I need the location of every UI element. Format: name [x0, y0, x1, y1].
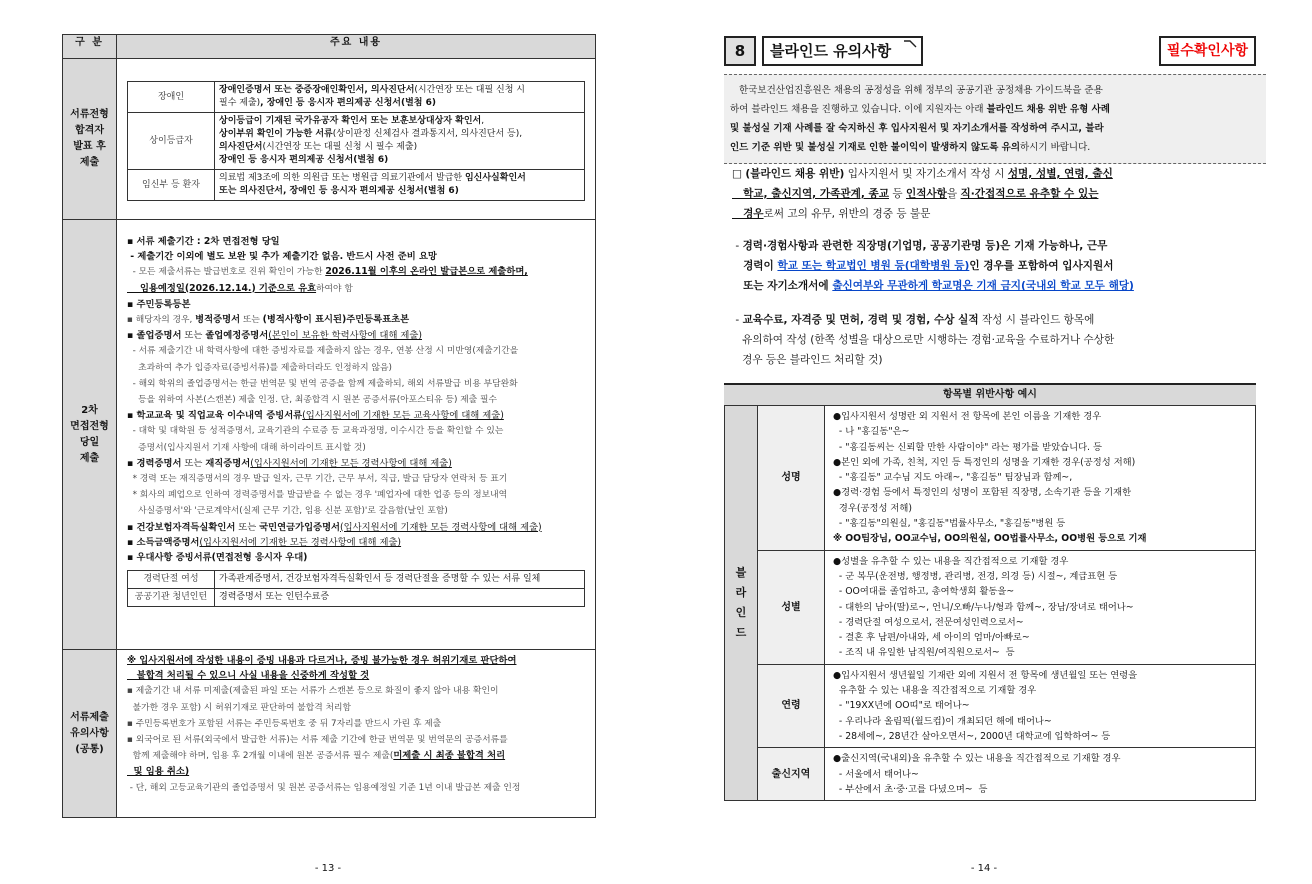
text-run: ▪ 해당자의 경우,: [127, 315, 196, 326]
text-run: 인드 기준 위반 및 불성실 기재로 인한 불이익이 발생하지 않도록 유의: [730, 142, 1021, 153]
text-line: [833, 751, 1249, 766]
notice-item: [732, 164, 1254, 224]
text-line: [127, 487, 587, 503]
text-run: - 경력단절 여성으로서, 전문여성인력으로서~: [833, 616, 1024, 628]
text-line: [127, 520, 587, 535]
text-run: 학교, 출신지역, 가족관계, 종교: [732, 188, 890, 200]
text-run: 및 불성실 기재 사례를 잘 숙지하신 후 입사지원서 및 자기소개서를 작성하여 주시고, 블라: [730, 123, 1104, 134]
text-run: 초과하여 추가 입증자료(증빙서류)를 제출하더라도 인정하지 않음): [127, 362, 392, 373]
text-line: [833, 409, 1249, 424]
text-run: (시간연장 또는 대필 신청 시: [414, 85, 525, 95]
text-run: - "홍길동씨는 신뢰할 만한 사람이야" 라는 평가를 받았습니다. 등: [833, 441, 1102, 453]
section-header: [724, 36, 1256, 64]
inner-label: 임신부 등 환자: [128, 170, 215, 201]
text-run: 불가한 경우 포함) 시 허위기재로 판단하여 불합격 처리함: [127, 702, 352, 713]
example-row: [725, 664, 1256, 747]
text-line: [833, 645, 1249, 660]
text-run: ▪ 외국어로 된 서류(외국에서 발급한 서류)는 서류 제출 기간에 한글 번역문 및 번역문의 공증서류를: [127, 735, 508, 746]
text-line: [127, 732, 587, 748]
text-line: [127, 716, 587, 732]
text-line: [127, 456, 587, 471]
page-number: - 14 -: [970, 863, 998, 874]
header-category: 구 분: [63, 35, 117, 59]
text-run: 및 임용 취소): [127, 766, 190, 778]
text-run: 증명서(입사지원서 기재 사항에 대해 하이라이트 표시할 것): [127, 442, 366, 453]
blind-char: 블: [735, 566, 747, 580]
text-line: [833, 615, 1249, 630]
inner-row: [128, 82, 585, 113]
text-run: ●입사지원서 생년월일 기재란 외에 지원서 전 항목에 생년월일 또는 연령을: [833, 669, 1138, 681]
text-line: [219, 172, 580, 185]
text-run: ※ 입사지원서에 작성한 내용이 증빙 내용과 다르거나, 증빙 불가능한 경우 허위기재로 판단하여: [127, 655, 517, 666]
text-run: 경력이: [732, 260, 778, 272]
text-run: - 서류 제출기간 내 학력사항에 대한 증빙자료를 제출하지 않는 경우, 연봉 산정 시 미반영(제출기간을: [127, 346, 519, 357]
text-run: ▪ 졸업증명서: [127, 330, 182, 342]
text-run: - 해외 학위의 졸업증명서는 한글 번역문 및 번역 공증을 함께 제출하되, 해외 서류발급 비용 부담완화: [127, 378, 518, 389]
text-run: 졸업예정증명서: [205, 330, 269, 342]
text-line: [127, 440, 587, 456]
text-run: 2026.11월 이후의 온라인 발급본으로 제출하며,: [325, 266, 528, 278]
text-run: ▪ 소득금액증명서: [127, 536, 200, 548]
text-run: 직·간접적으로 유추할 수 있는: [960, 188, 1099, 200]
text-line: [833, 729, 1249, 744]
text-line: [732, 330, 1254, 350]
row2-content: [117, 220, 596, 650]
text-run: 불합격 처리될 수 있으니 사실 내용을 신중하게 작성할 것: [127, 670, 370, 682]
category-line: 제출: [79, 157, 100, 168]
text-line: [833, 501, 1249, 516]
text-run: 장애인증명서 또는 중증장애인확인서, 의사진단서: [219, 85, 415, 95]
text-line: [127, 408, 587, 423]
text-run: - 28세에~, 28년간 살아오면서~, 2000년 대학교에 입학하여~ 등: [833, 730, 1111, 742]
inner-row: [128, 170, 585, 201]
text-run: ●출신지역(국내외)을 유추할 수 있는 내용을 직간접적으로 기재할 경우: [833, 753, 1121, 765]
text-run: ※ OO팀장님, OO교수님, OO의원실, OO법률사무소, OO병원 등으로 기재: [833, 533, 1147, 545]
category-line: 서류전형: [70, 109, 109, 120]
text-line: [127, 297, 587, 312]
category-line: 합격자: [75, 125, 104, 136]
text-line: [732, 310, 1254, 330]
text-run: - 대한의 남아(딸)로~, 언니/오빠/누나/형과 함께~, 장남/장녀로 태어나~: [833, 601, 1134, 613]
text-run: 또는: [181, 330, 206, 342]
text-line: [127, 281, 587, 297]
folded-corner-icon: [903, 40, 917, 52]
text-line: [127, 360, 587, 376]
text-run: (본인이 보유한 학력사항에 대해 제출): [268, 330, 422, 342]
category-line: 당일: [79, 436, 100, 448]
blind-label: [725, 406, 758, 801]
inner-value: [215, 170, 585, 201]
text-line: [833, 698, 1249, 713]
example-item: 성별: [758, 550, 825, 664]
inner-row: [128, 113, 585, 170]
text-run: 유추할 수 있는 내용을 직간접적으로 기재할 경우: [833, 685, 1037, 697]
text-run: 의료법 제3조에 의한 의원급 또는 병원급 의료기관에서 발급한: [219, 173, 465, 183]
text-line: [833, 554, 1249, 569]
text-line: [127, 764, 587, 779]
text-line: [127, 780, 587, 796]
text-run: ,: [481, 116, 485, 126]
category-line: 발표 후: [73, 141, 106, 152]
text-run: 성명, 성별, 연령, 출신: [1007, 168, 1113, 180]
text-run: (시간연장 또는 대필 신청 시 필수 제출): [262, 142, 418, 152]
text-run: 인적사항: [905, 188, 947, 200]
text-run: 경우(공정성 저해): [833, 502, 912, 514]
text-run: 입사지원서 및 자기소개서 작성 시: [844, 168, 1008, 180]
text-line: [219, 97, 580, 110]
text-line: [127, 653, 587, 668]
text-run: * 경력 또는 재직증명서의 경우 발급 일자, 근무 기간, 근무 부서, 직급, 발급 담당자 연락처 등 표기: [127, 474, 508, 485]
text-run: 또는: [235, 521, 260, 533]
example-row: [725, 406, 1256, 551]
text-line: [732, 236, 1254, 256]
text-run: 상이부위 확인이 가능한 서류: [219, 129, 333, 139]
text-run: 교육수료, 자격증 및 면허, 경력 및 경험, 수상 실적: [742, 314, 979, 326]
text-run: - 결혼 후 남편/아내와, 세 아이의 엄마/아빠로~: [833, 632, 1030, 644]
text-run: ●경력·경험 등에서 특정인의 성명이 포함된 직장명, 소속기관 등을 기재한: [833, 487, 1132, 499]
text-line: [127, 683, 587, 699]
text-line: [833, 584, 1249, 599]
category-line: 서류제출: [70, 711, 109, 723]
text-line: [833, 714, 1249, 729]
category-line: 면접전형: [70, 420, 109, 432]
text-line: [127, 748, 587, 764]
text-run: 또는: [181, 457, 206, 469]
text-run: ▪ 제출기간 내 서류 미제출(제출된 파일 또는 서류가 스캔본 등으로 화질이 좋지 않아 내용 확인이: [127, 686, 499, 697]
text-line: [732, 276, 1254, 296]
examples-table: [724, 405, 1256, 801]
row1-content: [117, 59, 596, 220]
example-row: [725, 748, 1256, 801]
text-run: (입사지원서에 기재한 모든 경력사항에 대해 제출): [340, 521, 542, 533]
text-run: 상이등급이 기재된 국가유공자 확인서 또는 보훈보상대상자 확인서: [219, 116, 482, 126]
row2-category: [63, 220, 117, 650]
text-run: 하시기 바랍니다.: [1020, 142, 1091, 153]
inner-label: 상이등급자: [128, 113, 215, 170]
text-line: [833, 668, 1249, 683]
text-line: [127, 550, 587, 565]
text-run: - 단, 해외 고등교육기관의 졸업증명서 및 원본 공증서류는 임용예정일 기준 1년 이내 발급본 제출 인정: [127, 782, 521, 793]
page-number: - 13 -: [314, 863, 342, 874]
example-content: [825, 748, 1256, 801]
text-run: * 회사의 폐업으로 인하여 경력증명서를 발급받을 수 없는 경우 '폐업자에 대한 업종 등의 정보내역: [127, 490, 508, 501]
text-run: 또는 자기소개서에: [732, 280, 833, 292]
text-run: 출신여부와 무관하게 학교명은 기재 금지(국내외 학교 모두 해당): [832, 280, 1134, 292]
text-run: ▪ 건강보험자격득실확인서: [127, 521, 236, 533]
text-run: - "홍길동"의원실, "홍길동"법률사무소, "홍길동"병원 등: [833, 518, 1066, 530]
text-run: 또는 의사진단서, 장애인 등 응시자 편의제공 신청서(별첨 6): [219, 186, 459, 196]
text-run: 경력·경험사항과 관련한 직장명(기업명, 공공기관명 등)은 기재 가능하나, 근무: [742, 240, 1108, 252]
section-number: 8: [724, 36, 756, 66]
text-line: [833, 630, 1249, 645]
example-item: 출신지역: [758, 748, 825, 801]
text-line: [732, 204, 1254, 224]
text-run: - 나 "홍길동"은~: [833, 426, 910, 438]
text-line: [732, 184, 1254, 204]
text-line: [127, 376, 587, 392]
text-line: [127, 234, 587, 249]
text-line: [833, 600, 1249, 615]
text-line: [219, 128, 580, 141]
text-line: [127, 423, 587, 439]
text-run: , 장애인 등 응시자 편의제공 신청서(별첨 6): [260, 98, 436, 108]
intro-box: [724, 74, 1266, 164]
text-run: - 군 복무(운전병, 행정병, 관리병, 전경, 의경 등) 시절~, 계급표현 등: [833, 570, 1118, 582]
text-line: [127, 249, 587, 264]
text-run: 유의하여 작성 (한쪽 성별을 대상으로만 시행하는 경험·교육을 수료하거나 수상한: [732, 334, 1115, 346]
text-line: [127, 535, 587, 550]
intro-line: [730, 100, 1260, 119]
preference-label: 공공기관 청년인턴: [128, 589, 215, 607]
text-run: - OO여대를 졸업하고, 총여학생회 활동을~: [833, 586, 1015, 598]
text-run: 경우: [732, 208, 764, 220]
text-line: [127, 471, 587, 487]
text-line: [219, 115, 580, 128]
text-line: [833, 531, 1249, 546]
text-line: [732, 256, 1254, 276]
document-table: [62, 34, 596, 818]
example-row: [725, 550, 1256, 664]
section-title-text: 블라인드 유의사항: [770, 42, 892, 60]
text-line: [833, 683, 1249, 698]
text-run: 국민연금가입증명서: [259, 521, 341, 533]
text-run: 함께 제출해야 하며, 임용 후 2개월 이내에 원본 공증서류 필수 제출(: [127, 751, 394, 762]
text-line: [833, 767, 1249, 782]
text-run: ●입사지원서 성명란 외 지원서 전 항목에 본인 이름을 기재한 경우: [833, 411, 1102, 422]
page-14: [656, 0, 1312, 884]
text-run: (상이판정 신체검사 결과통지서, 의사진단서 등),: [332, 129, 523, 139]
example-item: 성명: [758, 406, 825, 551]
category-line: (공통): [75, 743, 104, 755]
text-run: - 모든 제출서류는 발급번호로 진위 확인이 가능한: [127, 267, 326, 278]
preference-row: [128, 571, 585, 589]
blind-char: 드: [735, 626, 747, 640]
text-line: [219, 185, 580, 198]
text-line: [219, 84, 580, 97]
text-run: 필수 제출): [219, 98, 261, 108]
blind-char: 라: [735, 586, 747, 600]
text-line: [833, 516, 1249, 531]
text-run: ▪ 서류 제출기간 : 2차 면접전형 당일: [127, 236, 280, 247]
text-run: 임용예정일(2026.12.14.) 기준으로 유효: [127, 282, 317, 294]
text-line: [833, 569, 1249, 584]
text-run: ▪ 주민등록등본: [127, 298, 191, 310]
example-content: [825, 664, 1256, 747]
text-run: -: [732, 240, 743, 252]
text-run: - 서울에서 태어나~: [833, 768, 919, 780]
examples-table-title: 항목별 위반사항 예시: [724, 383, 1256, 406]
text-run: 로써 고의 유무, 위반의 경중 등 불문: [763, 208, 931, 220]
intro-line: [730, 138, 1260, 157]
text-run: 또는: [240, 315, 263, 326]
text-run: (입사지원서에 기재한 모든 경력사항에 대해 제출): [250, 457, 452, 469]
text-line: [219, 141, 580, 154]
text-line: [833, 440, 1249, 455]
blind-char: 인: [735, 606, 747, 620]
row2-preference-table: [127, 570, 585, 607]
text-run: - "19XX년에 OO띠"로 태어나~: [833, 700, 970, 712]
preference-label: 경력단절 여성: [128, 571, 215, 589]
section-title: [762, 36, 923, 66]
category-line: 제출: [79, 452, 100, 464]
text-line: [219, 154, 580, 167]
text-run: 병적증명서: [195, 314, 241, 326]
text-run: 인 경우를 포함하여 입사지원서: [969, 260, 1114, 272]
text-run: 사실증명서'와 '근로계약서(실제 근무 기간, 임용 신분 포함)'로 갈음함(날인 포함): [127, 506, 448, 517]
inner-value: [215, 82, 585, 113]
text-line: [127, 392, 587, 408]
text-run: 의사진단서: [219, 142, 263, 152]
text-run: (블라인드 채용 위반): [745, 168, 845, 180]
text-run: ●본인 외에 가족, 친척, 지인 등 특정인의 성명을 기재한 경우(공정성 저해): [833, 456, 1136, 468]
text-run: (입사지원서에 기재한 모든 교육사항에 대해 제출): [302, 410, 504, 422]
text-run: 등: [889, 188, 906, 200]
required-badge: 필수확인사항: [1159, 36, 1256, 66]
inner-label: 장애인: [128, 82, 215, 113]
text-line: [833, 455, 1249, 470]
notice-item: [732, 236, 1254, 296]
text-line: [127, 700, 587, 716]
text-line: [833, 782, 1249, 797]
row3-category: [63, 650, 117, 818]
text-run: (병적사항이 표시된)주민등록표초본: [262, 314, 410, 326]
text-run: - 조직 내 유일한 남직원/여직원으로서~ 등: [833, 647, 1015, 659]
text-run: 미제출 시 최종 불합격 처리: [393, 750, 506, 762]
text-run: - 대학 및 대학원 등 성적증명서, 교육기관의 수료증 등 교육과정명, 이수시간 등을 확인할 수 있는: [127, 426, 504, 437]
category-line: 유의사항: [70, 727, 109, 739]
example-item: 연령: [758, 664, 825, 747]
text-run: 임신사실확인서: [464, 173, 526, 183]
text-run: ●성별을 유추할 수 있는 내용을 직간접적으로 기재할 경우: [833, 555, 1069, 567]
text-run: ▪ 주민등록번호가 포함된 서류는 주민등록번호 중 뒤 7자리를 반드시 가린 후 제출: [127, 718, 442, 729]
text-run: - 부산에서 초·중·고를 다녔으며~ 등: [833, 783, 988, 795]
text-run: -: [732, 314, 743, 326]
text-line: [833, 485, 1249, 500]
text-line: [732, 164, 1254, 184]
notice-item: [732, 310, 1254, 370]
text-line: [127, 312, 587, 328]
row1-inner-table: [127, 81, 585, 201]
row3-content: [117, 650, 596, 818]
text-run: 한국보건산업진흥원은 채용의 공정성을 위해 정부의 공공기관 공정채용 가이드북을 준용: [730, 85, 1103, 96]
category-line: 2차: [81, 404, 98, 416]
text-run: ▪ 학교교육 및 직업교육 이수내역 증빙서류: [127, 410, 303, 422]
text-run: 등을 위하여 사본(스캔본) 제출 인정. 단, 최종합격 시 원본 공증서류(아포스티유 등) 제출 필수: [127, 395, 497, 406]
text-run: - "홍길동" 교수님 지도 아래~, "홍길동" 팀장님과 함께~,: [833, 472, 1073, 484]
text-run: □: [732, 168, 746, 180]
text-run: 하여야 함: [316, 283, 353, 294]
example-content: [825, 406, 1256, 551]
text-line: [127, 264, 587, 280]
text-line: [127, 328, 587, 343]
text-line: [127, 343, 587, 359]
text-run: 하여 블라인드 채용을 진행하고 있습니다. 이에 지원자는 아래: [730, 104, 987, 115]
text-line: [833, 470, 1249, 485]
text-run: (입사지원서에 기재한 모든 경력사항에 대해 제출): [199, 536, 402, 548]
text-line: [127, 503, 587, 519]
text-line: [833, 424, 1249, 439]
text-run: 장애인 등 응시자 편의제공 신청서(별첨 6): [219, 155, 389, 165]
text-run: 을: [946, 188, 961, 200]
text-line: [732, 350, 1254, 370]
header-content: 주요 내용: [117, 35, 596, 59]
text-run: 경우 등은 블라인드 처리할 것): [732, 354, 883, 366]
text-run: 재직증명서: [205, 457, 251, 469]
example-content: [825, 550, 1256, 664]
preference-value: 가족관계증명서, 건강보험자격득실확인서 등 경력단절을 증명할 수 있는 서류 일체: [215, 571, 585, 589]
text-run: 작성 시 블라인드 항목에: [978, 314, 1095, 326]
row1-category: [63, 59, 117, 220]
text-run: 블라인드 채용 위반 유형 사례: [986, 104, 1110, 115]
text-line: [127, 668, 587, 683]
preference-row: [128, 589, 585, 607]
text-run: ▪ 경력증명서: [127, 457, 182, 469]
text-run: - 제출기간 이외에 별도 보완 및 추가 제출기간 없음. 반드시 사전 준비 요망: [127, 251, 437, 263]
inner-value: [215, 113, 585, 170]
intro-line: [730, 119, 1260, 138]
text-run: - 우리나라 올림픽(월드컵)이 개최되던 해에 태어나~: [833, 715, 1052, 727]
preference-value: 경력증명서 또는 인턴수료증: [215, 589, 585, 607]
text-run: 학교 또는 학교법인 병원 등(대학병원 등): [777, 260, 970, 272]
text-run: ▪ 우대사항 증빙서류(면접전형 응시자 우대): [127, 552, 308, 564]
intro-line: [730, 81, 1260, 100]
